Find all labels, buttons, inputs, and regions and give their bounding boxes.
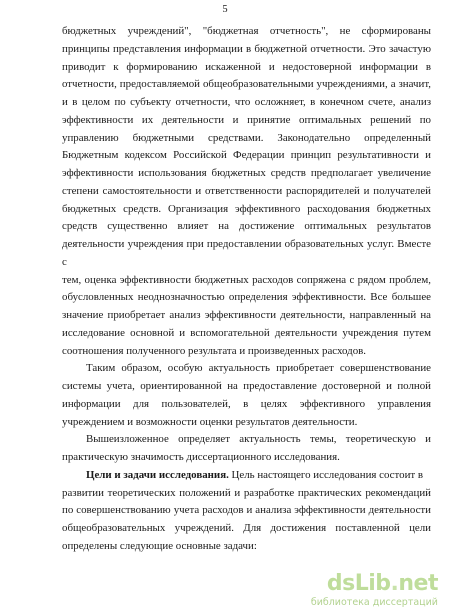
text-line: соотношения полученного результата и произведенных расходов.: [62, 344, 367, 357]
text-line: тем, оценка эффективности бюджетных расходов сопряжена с рядом проблем,: [62, 273, 431, 286]
text-line: степени самостоятельности и ответственности распорядителей и получателей: [62, 184, 431, 197]
page-number: 5: [222, 4, 228, 15]
text-line: общеобразовательных учреждений. Для достижения поставленной цели: [62, 522, 431, 534]
text-line: развитии теоретических положений и разработке практических рекомендаций: [62, 486, 431, 499]
text-line: эффективности их деятельности и принятие оптимальных решений по: [62, 113, 431, 126]
section-heading: Цели и задачи исследования.: [86, 468, 229, 481]
text-line: Таким образом, особую актуальность приобретает совершенствование: [86, 362, 431, 375]
text-line: учреждением и возможности оценки результатов деятельности.: [62, 415, 358, 428]
text-line: бюджетных средств. Организация эффективного расходования бюджетных: [62, 202, 431, 215]
text-line: Вышеизложенное определяет актуальность темы, теоретическую и: [86, 433, 431, 446]
text-line: Бюджетным кодексом Российской Федерации принцип результативности и: [62, 149, 431, 162]
text-line: деятельности учреждения при предоставлении образовательных услуг. Вместе с: [62, 238, 431, 268]
text-line: управлению бюджетными средствами. Законодательно определенный: [62, 131, 431, 144]
text-line: принципы представления информации в бюджетной отчетности. Это зачастую: [62, 42, 431, 55]
text-line: средств существенно влияет на достижение оптимальных результатов: [62, 220, 431, 233]
text-line: исследование основной и вспомогательной деятельности учреждения путем: [62, 326, 431, 339]
text-line: по совершенствованию учета расходов и анализа эффективности деятельности: [62, 504, 431, 517]
text-line: информации для пользователей, в целях эффективного управления: [62, 397, 431, 410]
text-line: обусловленных неоднозначностью определения эффективности. Все большее: [62, 291, 431, 304]
text-line: бюджетных учреждений", "бюджетная отчетность", не сформированы: [62, 25, 431, 37]
text-line: системы учета, ориентированной на предоставление достоверной и полной: [62, 380, 431, 392]
text-span: Цель настоящего исследования состоит в: [228, 468, 424, 481]
text-line: практическую значимость диссертационного исследования.: [62, 451, 340, 463]
text-line: приводит к формированию искаженной и недостоверной информации в: [62, 60, 431, 73]
dslib-logo: dsLib.net: [326, 571, 438, 596]
text-line: [62, 467, 431, 485]
text-line: эффективности использования бюджетных средств предполагает увеличение: [62, 167, 431, 179]
dslib-watermark: [308, 573, 438, 608]
document-body: [62, 23, 431, 556]
text-line: и в целом по субъекту отчетности, что осложняет, в конечном счете, анализ: [62, 96, 431, 108]
text-line: определены следующие основные задачи:: [62, 539, 257, 552]
text-line: отчетности, предоставляемой общеобразовательными учреждениями, а значит,: [62, 78, 431, 91]
watermark-subtitle: библиотека диссертаций: [310, 597, 438, 608]
text-line: значение приобретает анализ эффективности деятельности, направленный на: [62, 309, 431, 321]
